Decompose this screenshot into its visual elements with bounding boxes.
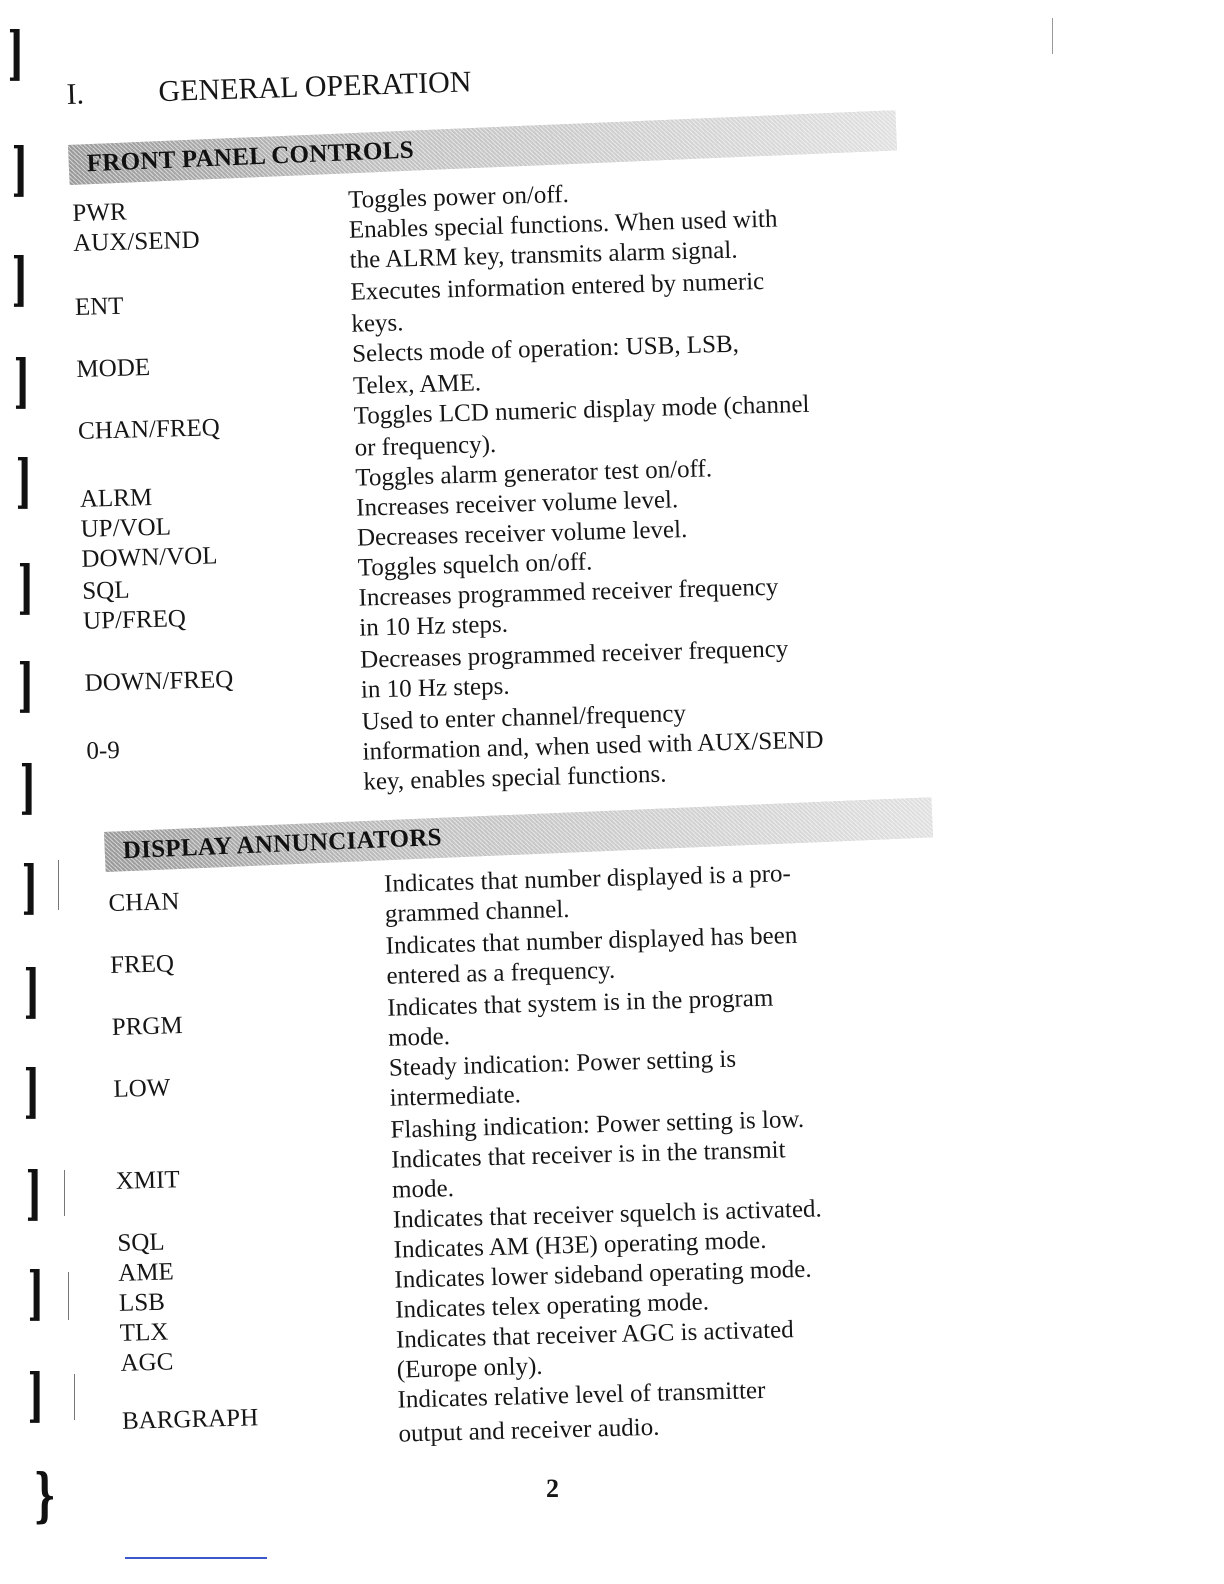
scan-artifact bbox=[1052, 18, 1053, 54]
annunciator-name: CHAN bbox=[108, 888, 180, 917]
control-name: DOWN/FREQ bbox=[84, 665, 234, 697]
description-line: mode. bbox=[391, 1175, 455, 1204]
annunciator-name: FREQ bbox=[109, 950, 175, 979]
binding-mark: ] bbox=[15, 447, 32, 515]
description-line: the ALRM key, transmits alarm signal. bbox=[349, 236, 738, 274]
description-line: Decreases receiver volume level. bbox=[356, 516, 688, 552]
description-line: Executes information entered by numeric bbox=[350, 267, 765, 306]
description-line: Indicates telex operating mode. bbox=[394, 1288, 710, 1324]
binding-mark: ] bbox=[23, 957, 40, 1025]
annunciator-name: LSB bbox=[118, 1288, 166, 1317]
annunciator-names bbox=[108, 877, 368, 1435]
description-line: Toggles LCD numeric display mode (channel bbox=[353, 390, 810, 430]
section-heading bbox=[66, 65, 472, 112]
description-line: Decreases programmed receiver frequency bbox=[359, 635, 789, 674]
binding-mark: ] bbox=[17, 651, 34, 719]
description-line: Enables special functions. When used with bbox=[348, 205, 778, 244]
footer-rule bbox=[125, 1557, 267, 1559]
annunciator-name: PRGM bbox=[111, 1012, 183, 1041]
scan-artifact bbox=[58, 860, 59, 910]
control-name: AUX/SEND bbox=[72, 226, 200, 257]
description-line: grammed channel. bbox=[384, 895, 570, 928]
binding-mark: ] bbox=[11, 135, 28, 203]
annunciator-name: LOW bbox=[113, 1074, 171, 1103]
annunciator-descriptions bbox=[383, 860, 944, 1448]
description-line: intermediate. bbox=[389, 1081, 522, 1112]
section-number: I. bbox=[66, 77, 85, 111]
annunciator-name: BARGRAPH bbox=[121, 1404, 259, 1435]
description-line: Steady indication: Power setting is bbox=[388, 1045, 737, 1082]
control-name: SQL bbox=[81, 576, 130, 605]
control-names bbox=[72, 191, 332, 765]
annunciator-name: XMIT bbox=[115, 1166, 181, 1195]
display-annunciators-banner bbox=[104, 797, 933, 872]
binding-holes bbox=[0, 0, 80, 1584]
control-name: ENT bbox=[74, 292, 124, 321]
display-annunciators-list bbox=[108, 860, 943, 1464]
binding-mark: ] bbox=[17, 553, 34, 621]
binding-mark: ] bbox=[25, 1159, 42, 1227]
description-line: Toggles alarm generator test on/off. bbox=[355, 455, 713, 492]
description-line: Indicates relative level of transmitter bbox=[397, 1376, 766, 1414]
description-line: Indicates that receiver is in the transmit bbox=[390, 1136, 786, 1174]
binding-mark: ] bbox=[7, 19, 24, 87]
description-line: key, enables special functions. bbox=[363, 760, 667, 796]
description-line: Flashing indication: Power setting is low. bbox=[390, 1105, 805, 1144]
description-line: Indicates that receiver squelch is activated. bbox=[392, 1195, 823, 1234]
description-line: Telex, AME. bbox=[352, 369, 482, 400]
description-line: or frequency). bbox=[354, 430, 497, 462]
display-annunciators-title: DISPLAY ANNUNCIATORS bbox=[122, 823, 443, 865]
annunciator-name: SQL bbox=[117, 1228, 165, 1257]
page-number: 2 bbox=[546, 1474, 559, 1503]
binding-mark: ] bbox=[19, 753, 36, 821]
control-name: DOWN/VOL bbox=[81, 542, 218, 573]
binding-mark: ] bbox=[21, 853, 38, 921]
control-name: 0-9 bbox=[86, 736, 121, 765]
description-line: in 10 Hz steps. bbox=[359, 610, 509, 642]
description-line: entered as a frequency. bbox=[386, 956, 616, 990]
scan-artifact bbox=[68, 1272, 69, 1320]
scan-artifact bbox=[74, 1374, 75, 1420]
binding-mark: ] bbox=[27, 1259, 44, 1327]
description-line: Indicates AM (H3E) operating mode. bbox=[393, 1226, 767, 1264]
description-line: in 10 Hz steps. bbox=[360, 672, 510, 704]
control-name: CHAN/FREQ bbox=[77, 414, 221, 445]
binding-mark: } bbox=[33, 1461, 56, 1529]
control-name: ALRM bbox=[79, 484, 153, 513]
description-line: Toggles squelch on/off. bbox=[357, 548, 593, 582]
description-line: Indicates that number displayed has been bbox=[385, 921, 798, 960]
description-line: Indicates that number displayed is a pro- bbox=[383, 860, 792, 898]
description-line: keys. bbox=[351, 309, 404, 338]
description-line: Indicates that receiver AGC is activated bbox=[395, 1316, 795, 1354]
description-line: mode. bbox=[387, 1023, 451, 1052]
binding-mark: ] bbox=[11, 245, 28, 313]
annunciator-name: AME bbox=[117, 1258, 175, 1287]
description-line: information and, when used with AUX/SEND bbox=[362, 726, 824, 766]
front-panel-controls-title: FRONT PANEL CONTROLS bbox=[86, 136, 415, 178]
scan-artifact bbox=[64, 1170, 65, 1216]
front-panel-controls-banner bbox=[68, 110, 897, 185]
description-line: Selects mode of operation: USB, LSB, bbox=[351, 330, 740, 368]
control-name: UP/VOL bbox=[80, 513, 172, 543]
description-line: Toggles power on/off. bbox=[347, 181, 570, 214]
control-descriptions bbox=[347, 176, 908, 796]
annunciator-name: AGC bbox=[120, 1348, 174, 1377]
binding-mark: ] bbox=[23, 1057, 40, 1125]
binding-mark: ] bbox=[27, 1361, 44, 1429]
description-line: Indicates lower sideband operating mode. bbox=[394, 1255, 812, 1294]
description-line: Increases programmed receiver frequency bbox=[358, 573, 779, 612]
annunciator-name: TLX bbox=[119, 1318, 169, 1347]
section-title: GENERAL OPERATION bbox=[157, 65, 472, 109]
description-line: Indicates that system is in the program bbox=[386, 984, 774, 1022]
front-panel-controls-list bbox=[72, 175, 948, 807]
control-name: PWR bbox=[72, 198, 127, 227]
description-line: output and receiver audio. bbox=[398, 1413, 660, 1448]
control-name: UP/FREQ bbox=[82, 605, 187, 635]
description-line: Used to enter channel/frequency bbox=[361, 700, 687, 736]
description-line: Increases receiver volume level. bbox=[355, 486, 679, 522]
binding-mark: ] bbox=[13, 347, 30, 415]
control-name: MODE bbox=[76, 354, 151, 383]
description-line: (Europe only). bbox=[396, 1352, 543, 1384]
